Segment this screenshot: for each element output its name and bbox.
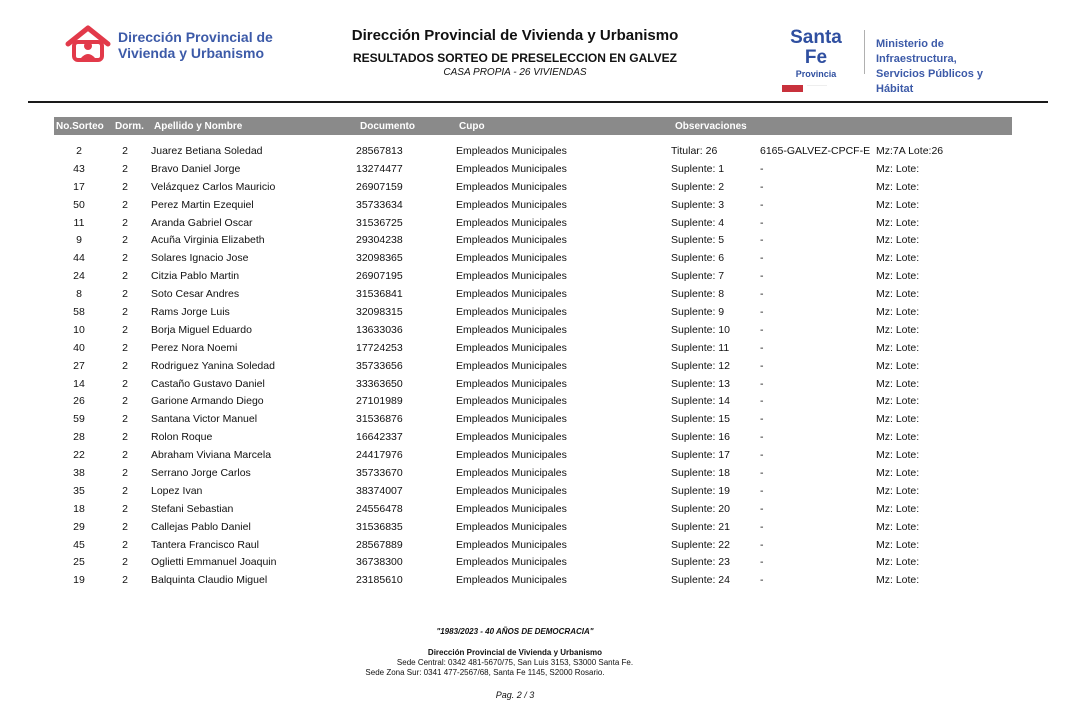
cell-documento: 27101989 <box>356 395 403 408</box>
cell-observaciones: Suplente: 9 <box>671 306 725 319</box>
table-row <box>0 267 1066 285</box>
cell-observaciones: Suplente: 1 <box>671 162 725 175</box>
cell-cupo: Empleados Municipales <box>456 216 567 229</box>
cell-observaciones: Suplente: 22 <box>671 538 730 551</box>
table-row <box>0 196 1066 214</box>
cell-dorm: 2 <box>122 574 128 587</box>
cell-observaciones: Suplente: 4 <box>671 216 725 229</box>
cell-cupo: Empleados Municipales <box>456 180 567 193</box>
table-row <box>0 446 1066 464</box>
cell-observaciones: Titular: 26 <box>671 145 718 157</box>
cell-mz-lote: Mz:7A Lote:26 <box>876 145 944 157</box>
cell-cupo: Empleados Municipales <box>456 395 567 408</box>
cell-info: - <box>760 270 764 283</box>
cell-info: - <box>760 413 764 426</box>
cell-no-sorteo: 50 <box>73 198 85 211</box>
cell-info: - <box>760 395 764 408</box>
cell-dorm: 2 <box>122 431 128 444</box>
table-row <box>0 536 1066 554</box>
table-body <box>0 142 1066 589</box>
cell-name: Serrano Jorge Carlos <box>151 467 251 480</box>
cell-info: - <box>760 180 764 193</box>
cell-info: - <box>760 449 764 462</box>
cell-dorm: 2 <box>122 341 128 354</box>
cell-dorm: 2 <box>122 556 128 569</box>
cell-cupo: Empleados Municipales <box>456 377 567 390</box>
cell-name: Juarez Betiana Soledad <box>151 145 263 157</box>
document-subtitle: RESULTADOS SORTEO DE PRESELECCION EN GALVEZ <box>352 51 678 65</box>
cell-no-sorteo: 25 <box>73 556 85 569</box>
cell-cupo: Empleados Municipales <box>456 270 567 283</box>
cell-name: Tantera Francisco Raul <box>151 538 259 551</box>
cell-name: Soto Cesar Andres <box>151 288 240 301</box>
cell-documento: 38374007 <box>356 484 403 497</box>
cell-mz-lote: Mz: Lote: <box>876 306 920 319</box>
cell-cupo: Empleados Municipales <box>456 288 567 301</box>
cell-observaciones: Suplente: 16 <box>671 431 730 444</box>
cell-no-sorteo: 45 <box>73 538 85 551</box>
cell-info: 6165-GALVEZ-CPCF-E <box>760 145 871 157</box>
cell-observaciones: Suplente: 7 <box>671 270 725 283</box>
cell-cupo: Empleados Municipales <box>456 502 567 515</box>
cell-documento: 31536835 <box>356 520 403 533</box>
cell-info: - <box>760 574 764 587</box>
footer-motto: "1983/2023 - 40 AÑOS DE DEMOCRACIA" <box>436 627 594 636</box>
cell-documento: 31536725 <box>356 216 403 229</box>
cell-dorm: 2 <box>122 288 128 301</box>
ministry-text <box>876 37 1020 97</box>
cell-no-sorteo: 38 <box>73 467 85 480</box>
cell-mz-lote: Mz: Lote: <box>876 323 920 336</box>
cell-info: - <box>760 216 764 229</box>
cell-cupo: Empleados Municipales <box>456 359 567 372</box>
cell-no-sorteo: 8 <box>76 288 82 301</box>
cell-documento: 24417976 <box>356 449 403 462</box>
table-row <box>0 518 1066 536</box>
cell-info: - <box>760 234 764 247</box>
footer-south: Sede Zona Sur: 0341 477-2567/68, Santa Fe 1145, S2000 Rosario. <box>365 668 605 677</box>
cell-info: - <box>760 538 764 551</box>
cell-dorm: 2 <box>122 323 128 336</box>
logo-text <box>118 29 273 61</box>
santa-fe-mark <box>780 28 852 93</box>
cell-mz-lote: Mz: Lote: <box>876 216 920 229</box>
cell-observaciones: Suplente: 11 <box>671 341 730 354</box>
cell-documento: 16642337 <box>356 431 403 444</box>
cell-name: Rodriguez Yanina Soledad <box>151 359 275 372</box>
table-row <box>0 464 1066 482</box>
cell-name: Perez Nora Noemi <box>151 341 238 354</box>
cell-info: - <box>760 377 764 390</box>
cell-cupo: Empleados Municipales <box>456 323 567 336</box>
cell-observaciones: Suplente: 21 <box>671 520 730 533</box>
cell-cupo: Empleados Municipales <box>456 341 567 354</box>
cell-no-sorteo: 29 <box>73 520 85 533</box>
dpvu-logo <box>64 24 284 68</box>
cell-dorm: 2 <box>122 252 128 265</box>
cell-dorm: 2 <box>122 377 128 390</box>
cell-dorm: 2 <box>122 502 128 515</box>
cell-documento: 32098315 <box>356 306 403 319</box>
cell-no-sorteo: 9 <box>76 234 82 247</box>
cell-no-sorteo: 2 <box>76 145 82 157</box>
cell-documento: 13633036 <box>356 323 403 336</box>
col-dorm: Dorm. <box>115 121 144 132</box>
logo-text-line1: Dirección Provincial de <box>118 29 273 45</box>
cell-dorm: 2 <box>122 270 128 283</box>
cell-cupo: Empleados Municipales <box>456 556 567 569</box>
table-row <box>0 160 1066 178</box>
cell-name: Bravo Daniel Jorge <box>151 162 241 175</box>
cell-observaciones: Suplente: 3 <box>671 198 725 211</box>
cell-documento: 24556478 <box>356 502 403 515</box>
cell-dorm: 2 <box>122 162 128 175</box>
cell-dorm: 2 <box>122 216 128 229</box>
table-row <box>0 321 1066 339</box>
cell-documento: 26907159 <box>356 180 403 193</box>
cell-dorm: 2 <box>122 359 128 372</box>
ministry-line1: Ministerio de Infraestructura, <box>876 38 957 65</box>
cell-mz-lote: Mz: Lote: <box>876 162 920 175</box>
table-row <box>0 303 1066 321</box>
cell-no-sorteo: 27 <box>73 359 85 372</box>
table-row <box>0 357 1066 375</box>
cell-cupo: Empleados Municipales <box>456 431 567 444</box>
cell-observaciones: Suplente: 8 <box>671 288 725 301</box>
table-row <box>0 142 1066 160</box>
cell-documento: 33363650 <box>356 377 403 390</box>
cell-name: Stefani Sebastian <box>151 502 234 515</box>
cell-no-sorteo: 10 <box>73 323 85 336</box>
logo-text-line2: Vivienda y Urbanismo <box>118 45 265 61</box>
cell-dorm: 2 <box>122 180 128 193</box>
cell-cupo: Empleados Municipales <box>456 538 567 551</box>
cell-observaciones: Suplente: 23 <box>671 556 730 569</box>
cell-observaciones: Suplente: 15 <box>671 413 730 426</box>
col-observaciones: Observaciones <box>675 121 747 132</box>
cell-name: Lopez Ivan <box>151 484 203 497</box>
cell-info: - <box>760 252 764 265</box>
cell-cupo: Empleados Municipales <box>456 162 567 175</box>
cell-name: Rolon Roque <box>151 431 213 444</box>
cell-documento: 35733670 <box>356 467 403 480</box>
cell-no-sorteo: 11 <box>73 216 85 229</box>
table-row <box>0 339 1066 357</box>
cell-name: Callejas Pablo Daniel <box>151 520 251 533</box>
cell-name: Perez Martin Ezequiel <box>151 198 254 211</box>
table-row <box>0 178 1066 196</box>
cell-mz-lote: Mz: Lote: <box>876 377 920 390</box>
col-no-sorteo: No.Sorteo <box>56 121 104 132</box>
cell-info: - <box>760 323 764 336</box>
cell-info: - <box>760 359 764 372</box>
cell-mz-lote: Mz: Lote: <box>876 395 920 408</box>
cell-observaciones: Suplente: 6 <box>671 252 725 265</box>
cell-info: - <box>760 431 764 444</box>
santa-fe-logo <box>780 27 1020 95</box>
cell-cupo: Empleados Municipales <box>456 484 567 497</box>
cell-name: Acuña Virginia Elizabeth <box>151 234 265 247</box>
cell-no-sorteo: 14 <box>73 377 85 390</box>
page-footer <box>0 627 1030 700</box>
cell-dorm: 2 <box>122 145 128 157</box>
cell-mz-lote: Mz: Lote: <box>876 520 920 533</box>
cell-no-sorteo: 22 <box>73 449 85 462</box>
cell-no-sorteo: 40 <box>73 341 85 354</box>
cell-observaciones: Suplente: 5 <box>671 234 725 247</box>
cell-cupo: Empleados Municipales <box>456 520 567 533</box>
cell-mz-lote: Mz: Lote: <box>876 270 920 283</box>
cell-name: Velázquez Carlos Mauricio <box>151 180 276 193</box>
table-row <box>0 553 1066 571</box>
col-cupo: Cupo <box>459 121 485 132</box>
cell-mz-lote: Mz: Lote: <box>876 556 920 569</box>
table-row <box>0 249 1066 267</box>
cell-name: Oglietti Emmanuel Joaquin <box>151 556 277 569</box>
cell-documento: 35733634 <box>356 198 403 211</box>
cell-no-sorteo: 35 <box>73 484 85 497</box>
cell-info: - <box>760 198 764 211</box>
table-header <box>54 117 1012 135</box>
cell-name: Aranda Gabriel Oscar <box>151 216 253 229</box>
cell-documento: 26907195 <box>356 270 403 283</box>
col-name: Apellido y Nombre <box>154 121 243 132</box>
table-row <box>0 392 1066 410</box>
santa-fe-name: Santa Fe <box>790 27 842 68</box>
cell-name: Balquinta Claudio Miguel <box>151 574 268 587</box>
cell-documento: 31536876 <box>356 413 403 426</box>
cell-mz-lote: Mz: Lote: <box>876 413 920 426</box>
cell-documento: 29304238 <box>356 234 403 247</box>
col-documento: Documento <box>360 121 415 132</box>
cell-name: Citzia Pablo Martin <box>151 270 240 283</box>
cell-cupo: Empleados Municipales <box>456 234 567 247</box>
cell-name: Abraham Viviana Marcela <box>151 449 272 462</box>
cell-dorm: 2 <box>122 449 128 462</box>
table-row <box>0 571 1066 589</box>
ministry-line2: Servicios Públicos y Hábitat <box>876 68 983 95</box>
cell-mz-lote: Mz: Lote: <box>876 431 920 444</box>
footer-hq: Sede Central: 0342 481-5670/75, San Luis 3153, S3000 Santa Fe. <box>396 658 634 667</box>
cell-name: Castaño Gustavo Daniel <box>151 377 265 390</box>
logo-divider <box>864 30 865 74</box>
cell-cupo: Empleados Municipales <box>456 252 567 265</box>
cell-info: - <box>760 341 764 354</box>
cell-documento: 13274477 <box>356 162 403 175</box>
cell-info: - <box>760 467 764 480</box>
cell-no-sorteo: 24 <box>73 270 85 283</box>
header-rule <box>28 101 1048 103</box>
table-row <box>0 428 1066 446</box>
flag-bars-icon <box>780 85 852 93</box>
cell-no-sorteo: 58 <box>73 306 85 319</box>
cell-documento: 28567889 <box>356 538 403 551</box>
cell-documento: 17724253 <box>356 341 403 354</box>
cell-dorm: 2 <box>122 234 128 247</box>
cell-observaciones: Suplente: 10 <box>671 323 730 336</box>
cell-dorm: 2 <box>122 413 128 426</box>
cell-name: Solares Ignacio Jose <box>151 252 249 265</box>
cell-cupo: Empleados Municipales <box>456 145 567 157</box>
cell-dorm: 2 <box>122 538 128 551</box>
cell-dorm: 2 <box>122 484 128 497</box>
cell-documento: 36738300 <box>356 556 403 569</box>
cell-mz-lote: Mz: Lote: <box>876 234 920 247</box>
cell-observaciones: Suplente: 17 <box>671 449 730 462</box>
cell-cupo: Empleados Municipales <box>456 574 567 587</box>
cell-no-sorteo: 17 <box>73 180 85 193</box>
table-row <box>0 375 1066 393</box>
cell-cupo: Empleados Municipales <box>456 449 567 462</box>
table-row <box>0 482 1066 500</box>
cell-observaciones: Suplente: 2 <box>671 180 725 193</box>
cell-observaciones: Suplente: 24 <box>671 574 730 587</box>
cell-observaciones: Suplente: 14 <box>671 395 730 408</box>
cell-documento: 28567813 <box>356 145 403 157</box>
table-row <box>0 214 1066 232</box>
table-row <box>0 285 1066 303</box>
cell-mz-lote: Mz: Lote: <box>876 341 920 354</box>
cell-no-sorteo: 44 <box>73 252 85 265</box>
cell-info: - <box>760 484 764 497</box>
cell-dorm: 2 <box>122 306 128 319</box>
cell-name: Borja Miguel Eduardo <box>151 323 252 336</box>
cell-mz-lote: Mz: Lote: <box>876 449 920 462</box>
cell-info: - <box>760 162 764 175</box>
cell-info: - <box>760 288 764 301</box>
cell-info: - <box>760 502 764 515</box>
cell-cupo: Empleados Municipales <box>456 467 567 480</box>
cell-no-sorteo: 59 <box>73 413 85 426</box>
cell-documento: 31536841 <box>356 288 403 301</box>
cell-mz-lote: Mz: Lote: <box>876 574 920 587</box>
table-row <box>0 500 1066 518</box>
footer-org: Dirección Provincial de Vivienda y Urbanismo <box>427 648 603 657</box>
cell-dorm: 2 <box>122 198 128 211</box>
cell-mz-lote: Mz: Lote: <box>876 198 920 211</box>
cell-documento: 35733656 <box>356 359 403 372</box>
cell-mz-lote: Mz: Lote: <box>876 252 920 265</box>
table-row <box>0 231 1066 249</box>
cell-cupo: Empleados Municipales <box>456 413 567 426</box>
cell-name: Rams Jorge Luis <box>151 306 230 319</box>
cell-no-sorteo: 19 <box>73 574 85 587</box>
cell-name: Garione Armando Diego <box>151 395 264 408</box>
cell-observaciones: Suplente: 20 <box>671 502 730 515</box>
document-title: Dirección Provincial de Vivienda y Urbanismo <box>351 27 679 44</box>
document-subsubtitle: CASA PROPIA - 26 VIVIENDAS <box>443 67 587 78</box>
cell-mz-lote: Mz: Lote: <box>876 484 920 497</box>
cell-no-sorteo: 26 <box>73 395 85 408</box>
cell-info: - <box>760 556 764 569</box>
cell-info: - <box>760 306 764 319</box>
house-logo-icon <box>64 24 112 64</box>
cell-dorm: 2 <box>122 520 128 533</box>
cell-observaciones: Suplente: 18 <box>671 467 730 480</box>
cell-mz-lote: Mz: Lote: <box>876 288 920 301</box>
document-header <box>300 27 730 78</box>
table-row <box>0 410 1066 428</box>
cell-mz-lote: Mz: Lote: <box>876 502 920 515</box>
cell-cupo: Empleados Municipales <box>456 198 567 211</box>
cell-dorm: 2 <box>122 467 128 480</box>
page-number: Pag. 2 / 3 <box>495 690 535 700</box>
cell-dorm: 2 <box>122 395 128 408</box>
cell-documento: 32098365 <box>356 252 403 265</box>
cell-observaciones: Suplente: 19 <box>671 484 730 497</box>
cell-mz-lote: Mz: Lote: <box>876 359 920 372</box>
cell-info: - <box>760 520 764 533</box>
cell-mz-lote: Mz: Lote: <box>876 467 920 480</box>
cell-mz-lote: Mz: Lote: <box>876 180 920 193</box>
cell-cupo: Empleados Municipales <box>456 306 567 319</box>
cell-documento: 23185610 <box>356 574 403 587</box>
cell-observaciones: Suplente: 13 <box>671 377 730 390</box>
cell-observaciones: Suplente: 12 <box>671 359 730 372</box>
cell-name: Santana Victor Manuel <box>151 413 258 426</box>
cell-no-sorteo: 28 <box>73 431 85 444</box>
cell-no-sorteo: 18 <box>73 502 85 515</box>
cell-no-sorteo: 43 <box>73 162 85 175</box>
cell-mz-lote: Mz: Lote: <box>876 538 920 551</box>
santa-fe-sub: Provincia <box>795 69 837 79</box>
